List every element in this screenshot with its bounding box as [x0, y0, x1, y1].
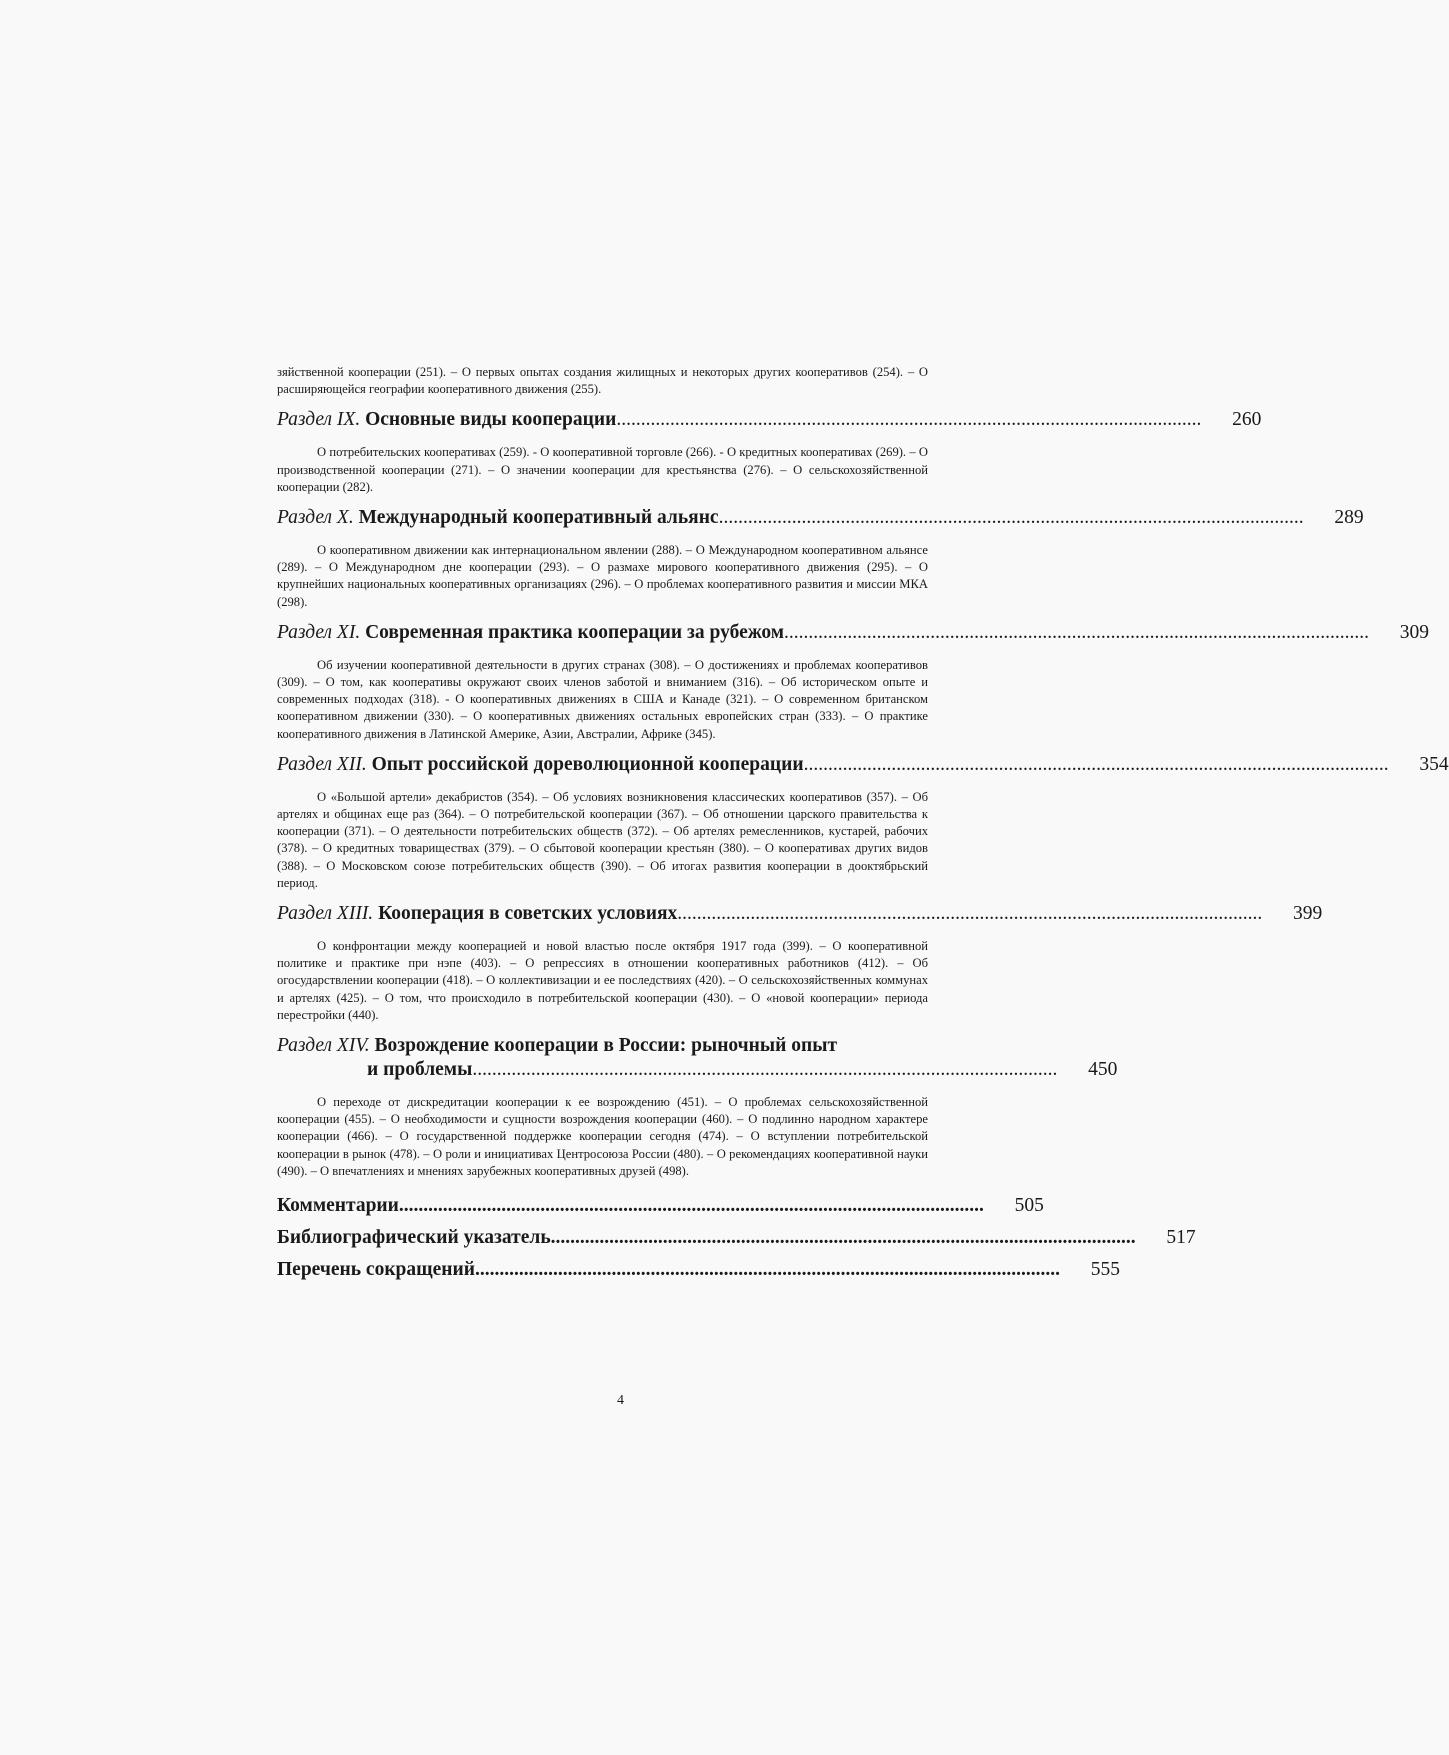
appendix-title: Библиографический указатель: [277, 1227, 551, 1249]
toc-entry-heading: [277, 621, 1430, 645]
dot-leader: ........................................................................................................................: [677, 903, 1263, 925]
toc-entry-heading: [277, 408, 1262, 432]
toc-entry-heading: [277, 753, 1449, 777]
section-label: Раздел X.: [277, 507, 354, 529]
dot-leader: ........................................................................................................................: [550, 1227, 1136, 1249]
dot-leader: ........................................................................................................................: [472, 1059, 1058, 1081]
toc-section: [277, 621, 1430, 743]
toc-section: [277, 902, 1323, 1024]
toc-section: [277, 1034, 1118, 1180]
dot-leader: ........................................................................................................................: [784, 621, 1370, 643]
section-page: 450: [1088, 1059, 1118, 1081]
section-description: Об изучении кооперативной деятельности в других странах (308). – О достижениях и проблемах кооперативов (309). – О том, как кооперативы окружают своих членов заботой и вниманием (316). – Об историческом опыте и современных подходах (318). - О кооперативных движениях в США и Канаде (321). – О современном британском кооперативном движении (330). – О кооперативных движениях остальных европейских стран (333). – О практике кооперативного движения в Латинской Америке, Азии, Австралии, Африке (345).: [277, 657, 928, 741]
section-title: Кооперация в советских условиях: [378, 903, 678, 925]
toc-appendix-entry: [277, 1258, 1120, 1282]
section-description: О кооперативном движении как интернациональном явлении (288). – О Международном кооперативном альянсе (289). – О Международном дне кооперации (293). – О размахе мирового кооперативного движения (295). – О крупнейших национальных кооперативных организациях (296). – О проблемах кооперативного развития и миссии МКА (298).: [277, 543, 928, 609]
section-title-line1: Возрождение кооперации в России: рыночный опыт: [374, 1035, 838, 1057]
section-description: О потребительских кооперативах (259). - О кооперативной торговле (266). - О кредитных кооперативах (269). – О производственной кооперации (271). – О значении кооперации для крестьянства (276). – О сельскохозяйственной кооперации (282).: [277, 445, 928, 494]
section-title: Международный кооперативный альянс: [358, 507, 719, 529]
dot-leader: ........................................................................................................................: [474, 1259, 1060, 1281]
section-label: Раздел XIV.: [277, 1035, 370, 1057]
section-page: 260: [1232, 409, 1262, 431]
page-number: 4: [617, 1393, 624, 1408]
continuation-text: зяйственной кооперации (251). – О первых опытах создания жилищных и некоторых других кооперативов (254). – О расширяющейся географии кооперативного движения (255).: [277, 365, 928, 397]
appendix-page: 517: [1166, 1227, 1196, 1249]
section-label: Раздел XII.: [277, 753, 367, 775]
toc-appendix-entry: [277, 1226, 1196, 1250]
dot-leader: ........................................................................................................................: [398, 1195, 984, 1217]
section-title: Современная практика кооперации за рубежом: [365, 621, 785, 643]
toc-entry-heading: [277, 902, 1323, 926]
toc-entry-heading: [277, 506, 1364, 530]
appendix-title: Комментарии: [277, 1195, 399, 1217]
appendix-page: 555: [1090, 1259, 1120, 1281]
section-title-line2: и проблемы: [367, 1059, 473, 1081]
toc-appendix-entry: [277, 1194, 1044, 1218]
dot-leader: ........................................................................................................................: [718, 507, 1304, 529]
section-title: Опыт российской дореволюционной кооперации: [371, 753, 804, 775]
toc-section: [277, 753, 1449, 892]
dot-leader: ........................................................................................................................: [803, 753, 1389, 775]
toc-section: [277, 408, 1262, 496]
table-of-contents: [277, 364, 1449, 1282]
section-page: 354: [1419, 753, 1449, 775]
section-page: 289: [1334, 507, 1364, 529]
section-description: О конфронтации между кооперацией и новой властью после октября 1917 года (399). – О кооперативной политике и практике при нэпе (403). – О репрессиях в отношении кооперативных работников (412). – Об огосударствлении кооперации (418). – О коллективизации и ее последствиях (420). – О сельскохозяйственных коммунах и артелях (425). – О том, что происходило в потребительской кооперации (430). – О «новой кооперации» периода перестройки (440).: [277, 939, 928, 1022]
section-description: О переходе от дискредитации кооперации к ее возрождению (451). – О проблемах сельскохозяйственной кооперации (455). – О необходимости и сущности возрождения кооперации (460). – О подлинно народном характере кооперации (466). – О государственной поддержке кооперации сегодня (474). – О вступлении потребительской кооперации в рынок (478). – О роли и инициативах Центросоюза России (480). – О рекомендациях кооперативной науки (490). – О впечатлениях и мнениях зарубежных кооперативных друзей (498).: [277, 1095, 928, 1178]
section-page: 309: [1399, 621, 1430, 643]
section-page: 399: [1293, 903, 1323, 925]
appendix-page: 505: [1014, 1195, 1044, 1217]
toc-section: [277, 506, 1364, 611]
section-description: О «Большой артели» декабристов (354). – Об условиях возникновения классических кооперативов (357). – Об артелях и общинах еще раз (364). – О потребительской кооперации (367). – Об отношении царского правительства к кооперации (371). – О деятельности потребительских обществ (372). – Об артелях ремесленников, кустарей, рабочих (378). – О кредитных товариществах (379). – О сбытовой кооперации крестьян (380). – О кооперативах других видов (388). – О Московском союзе потребительских обществ (390). – Об итогах развития кооперации в дооктябрьский период.: [277, 789, 928, 890]
section-title: Основные виды кооперации: [365, 409, 617, 431]
appendix-title: Перечень сокращений: [277, 1259, 475, 1281]
section-label: Раздел IX.: [277, 409, 361, 431]
toc-entry-heading: [277, 1034, 1118, 1082]
section-label: Раздел XIII.: [277, 903, 374, 925]
dot-leader: ........................................................................................................................: [616, 409, 1202, 431]
section-label: Раздел XI.: [277, 621, 361, 643]
